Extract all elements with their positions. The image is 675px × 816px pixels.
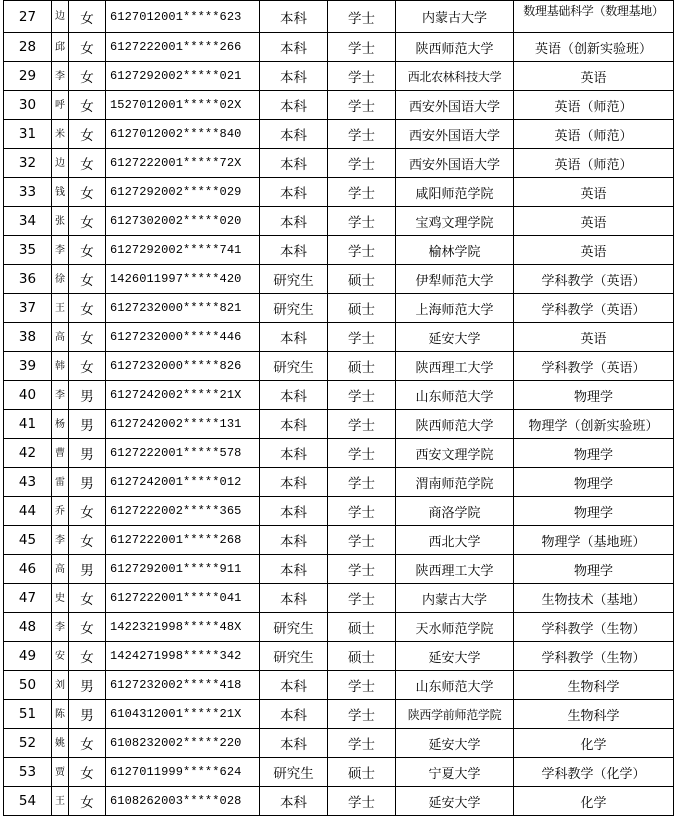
row-number-cell: 37 — [4, 294, 52, 323]
education-cell: 本科 — [260, 410, 328, 439]
school-cell: 天水师范学院 — [396, 613, 514, 642]
gender-cell: 女 — [69, 236, 106, 265]
degree-cell: 学士 — [328, 62, 396, 91]
gender-cell: 女 — [69, 91, 106, 120]
school-cell: 山东师范大学 — [396, 381, 514, 410]
education-cell: 研究生 — [260, 642, 328, 671]
name-cell: 李 — [52, 381, 69, 410]
school-cell: 渭南师范学院 — [396, 468, 514, 497]
education-cell: 研究生 — [260, 613, 328, 642]
education-cell: 本科 — [260, 700, 328, 729]
row-number-cell: 48 — [4, 613, 52, 642]
table-row — [4, 120, 674, 149]
gender-cell: 女 — [69, 207, 106, 236]
major-cell: 物理学 — [514, 439, 674, 468]
id-number-cell: 6127222001*****266 — [106, 33, 260, 62]
gender-cell: 女 — [69, 265, 106, 294]
degree-cell: 学士 — [328, 33, 396, 62]
row-number-cell: 41 — [4, 410, 52, 439]
id-number-cell: 6127232000*****446 — [106, 323, 260, 352]
major-cell: 英语 — [514, 323, 674, 352]
major-cell: 学科教学（生物） — [514, 613, 674, 642]
gender-cell: 女 — [69, 120, 106, 149]
name-cell: 高 — [52, 323, 69, 352]
table-row — [4, 758, 674, 787]
degree-cell: 硕士 — [328, 352, 396, 381]
school-cell: 西北大学 — [396, 526, 514, 555]
name-cell: 姚 — [52, 729, 69, 758]
major-cell: 物理学（创新实验班） — [514, 410, 674, 439]
education-cell: 研究生 — [260, 265, 328, 294]
row-number-cell: 44 — [4, 497, 52, 526]
row-number-cell: 40 — [4, 381, 52, 410]
gender-cell: 男 — [69, 468, 106, 497]
gender-cell: 女 — [69, 758, 106, 787]
table-row — [4, 526, 674, 555]
major-cell: 学科教学（英语） — [514, 265, 674, 294]
education-cell: 本科 — [260, 91, 328, 120]
row-number-cell: 45 — [4, 526, 52, 555]
gender-cell: 女 — [69, 149, 106, 178]
major-cell: 英语（师范） — [514, 149, 674, 178]
gender-cell: 女 — [69, 352, 106, 381]
degree-cell: 学士 — [328, 149, 396, 178]
row-number-cell: 33 — [4, 178, 52, 207]
name-cell: 王 — [52, 294, 69, 323]
name-cell: 贾 — [52, 758, 69, 787]
id-number-cell: 6127222001*****72X — [106, 149, 260, 178]
name-cell: 高 — [52, 555, 69, 584]
name-cell: 乔 — [52, 497, 69, 526]
id-number-cell: 6127222002*****365 — [106, 497, 260, 526]
roster-body — [4, 1, 674, 816]
major-cell: 生物技术（基地） — [514, 584, 674, 613]
roster-table — [3, 0, 674, 816]
table-row — [4, 178, 674, 207]
education-cell: 本科 — [260, 149, 328, 178]
education-cell: 研究生 — [260, 294, 328, 323]
name-cell: 王 — [52, 787, 69, 816]
gender-cell: 女 — [69, 642, 106, 671]
education-cell: 研究生 — [260, 758, 328, 787]
table-row — [4, 265, 674, 294]
id-number-cell: 6127232002*****418 — [106, 671, 260, 700]
id-number-cell: 6127222001*****578 — [106, 439, 260, 468]
degree-cell: 学士 — [328, 584, 396, 613]
major-cell: 英语 — [514, 62, 674, 91]
row-number-cell: 50 — [4, 671, 52, 700]
major-cell: 英语（师范） — [514, 91, 674, 120]
name-cell: 徐 — [52, 265, 69, 294]
gender-cell: 女 — [69, 787, 106, 816]
id-number-cell: 6127222001*****268 — [106, 526, 260, 555]
row-number-cell: 42 — [4, 439, 52, 468]
id-number-cell: 6127302002*****020 — [106, 207, 260, 236]
id-number-cell: 1422321998*****48X — [106, 613, 260, 642]
gender-cell: 男 — [69, 381, 106, 410]
major-cell: 物理学 — [514, 468, 674, 497]
row-number-cell: 39 — [4, 352, 52, 381]
degree-cell: 学士 — [328, 555, 396, 584]
table-row — [4, 410, 674, 439]
table-row — [4, 468, 674, 497]
id-number-cell: 6127242002*****21X — [106, 381, 260, 410]
degree-cell: 硕士 — [328, 642, 396, 671]
row-number-cell: 32 — [4, 149, 52, 178]
table-row — [4, 787, 674, 816]
major-cell: 英语 — [514, 178, 674, 207]
row-number-cell: 29 — [4, 62, 52, 91]
degree-cell: 硕士 — [328, 265, 396, 294]
education-cell: 本科 — [260, 62, 328, 91]
major-cell: 数理基础科学（数理基地） — [514, 1, 674, 33]
major-cell: 学科教学（英语） — [514, 352, 674, 381]
name-cell: 边 — [52, 149, 69, 178]
id-number-cell: 6104312001*****21X — [106, 700, 260, 729]
major-cell: 学科教学（英语） — [514, 294, 674, 323]
school-cell: 宝鸡文理学院 — [396, 207, 514, 236]
row-number-cell: 36 — [4, 265, 52, 294]
degree-cell: 学士 — [328, 381, 396, 410]
education-cell: 本科 — [260, 584, 328, 613]
name-cell: 陈 — [52, 700, 69, 729]
name-cell: 史 — [52, 584, 69, 613]
major-cell: 英语（师范） — [514, 120, 674, 149]
education-cell: 本科 — [260, 1, 328, 33]
name-cell: 雷 — [52, 468, 69, 497]
degree-cell: 硕士 — [328, 294, 396, 323]
school-cell: 西安外国语大学 — [396, 149, 514, 178]
major-cell: 物理学 — [514, 497, 674, 526]
row-number-cell: 43 — [4, 468, 52, 497]
gender-cell: 女 — [69, 178, 106, 207]
school-cell: 陕西学前师范学院 — [396, 700, 514, 729]
education-cell: 本科 — [260, 787, 328, 816]
row-number-cell: 34 — [4, 207, 52, 236]
gender-cell: 女 — [69, 1, 106, 33]
education-cell: 本科 — [260, 497, 328, 526]
table-row — [4, 352, 674, 381]
gender-cell: 男 — [69, 671, 106, 700]
row-number-cell: 46 — [4, 555, 52, 584]
degree-cell: 学士 — [328, 787, 396, 816]
education-cell: 本科 — [260, 526, 328, 555]
id-number-cell: 6127232000*****821 — [106, 294, 260, 323]
table-row — [4, 642, 674, 671]
row-number-cell: 28 — [4, 33, 52, 62]
degree-cell: 学士 — [328, 468, 396, 497]
school-cell: 榆林学院 — [396, 236, 514, 265]
id-number-cell: 6108232002*****220 — [106, 729, 260, 758]
major-cell: 物理学 — [514, 555, 674, 584]
gender-cell: 女 — [69, 613, 106, 642]
id-number-cell: 6127242001*****012 — [106, 468, 260, 497]
row-number-cell: 49 — [4, 642, 52, 671]
degree-cell: 学士 — [328, 439, 396, 468]
school-cell: 西安文理学院 — [396, 439, 514, 468]
table-row — [4, 729, 674, 758]
school-cell: 陕西理工大学 — [396, 352, 514, 381]
gender-cell: 女 — [69, 33, 106, 62]
table-row — [4, 91, 674, 120]
gender-cell: 男 — [69, 410, 106, 439]
education-cell: 本科 — [260, 33, 328, 62]
gender-cell: 女 — [69, 584, 106, 613]
name-cell: 钱 — [52, 178, 69, 207]
gender-cell: 女 — [69, 526, 106, 555]
id-number-cell: 6127242002*****131 — [106, 410, 260, 439]
name-cell: 刘 — [52, 671, 69, 700]
gender-cell: 男 — [69, 700, 106, 729]
degree-cell: 学士 — [328, 323, 396, 352]
education-cell: 本科 — [260, 120, 328, 149]
id-number-cell: 6127222001*****041 — [106, 584, 260, 613]
name-cell: 米 — [52, 120, 69, 149]
name-cell: 边 — [52, 1, 69, 33]
table-row — [4, 207, 674, 236]
table-row — [4, 323, 674, 352]
education-cell: 本科 — [260, 671, 328, 700]
education-cell: 本科 — [260, 178, 328, 207]
row-number-cell: 35 — [4, 236, 52, 265]
degree-cell: 学士 — [328, 700, 396, 729]
name-cell: 李 — [52, 62, 69, 91]
degree-cell: 学士 — [328, 236, 396, 265]
name-cell: 邱 — [52, 33, 69, 62]
school-cell: 咸阳师范学院 — [396, 178, 514, 207]
school-cell: 商洛学院 — [396, 497, 514, 526]
major-cell: 生物科学 — [514, 700, 674, 729]
major-cell: 生物科学 — [514, 671, 674, 700]
school-cell: 上海师范大学 — [396, 294, 514, 323]
table-row — [4, 1, 674, 33]
gender-cell: 女 — [69, 294, 106, 323]
degree-cell: 学士 — [328, 410, 396, 439]
school-cell: 陕西师范大学 — [396, 33, 514, 62]
row-number-cell: 38 — [4, 323, 52, 352]
degree-cell: 学士 — [328, 207, 396, 236]
id-number-cell: 1424271998*****342 — [106, 642, 260, 671]
degree-cell: 硕士 — [328, 613, 396, 642]
school-cell: 内蒙古大学 — [396, 584, 514, 613]
name-cell: 李 — [52, 613, 69, 642]
degree-cell: 学士 — [328, 178, 396, 207]
school-cell: 西北农林科技大学 — [396, 62, 514, 91]
table-row — [4, 33, 674, 62]
major-cell: 物理学 — [514, 381, 674, 410]
row-number-cell: 30 — [4, 91, 52, 120]
name-cell: 张 — [52, 207, 69, 236]
school-cell: 延安大学 — [396, 787, 514, 816]
major-cell: 英语 — [514, 236, 674, 265]
major-cell: 英语 — [514, 207, 674, 236]
id-number-cell: 6127012001*****623 — [106, 1, 260, 33]
gender-cell: 女 — [69, 729, 106, 758]
id-number-cell: 1426011997*****420 — [106, 265, 260, 294]
school-cell: 内蒙古大学 — [396, 1, 514, 33]
education-cell: 本科 — [260, 729, 328, 758]
id-number-cell: 6127292001*****911 — [106, 555, 260, 584]
name-cell: 曹 — [52, 439, 69, 468]
id-number-cell: 6127292002*****741 — [106, 236, 260, 265]
school-cell: 延安大学 — [396, 323, 514, 352]
id-number-cell: 6127292002*****021 — [106, 62, 260, 91]
name-cell: 李 — [52, 526, 69, 555]
gender-cell: 女 — [69, 62, 106, 91]
gender-cell: 男 — [69, 439, 106, 468]
degree-cell: 学士 — [328, 729, 396, 758]
degree-cell: 硕士 — [328, 758, 396, 787]
education-cell: 本科 — [260, 236, 328, 265]
table-row — [4, 439, 674, 468]
degree-cell: 学士 — [328, 671, 396, 700]
table-row — [4, 381, 674, 410]
table-row — [4, 62, 674, 91]
school-cell: 西安外国语大学 — [396, 120, 514, 149]
education-cell: 本科 — [260, 555, 328, 584]
school-cell: 陕西师范大学 — [396, 410, 514, 439]
table-row — [4, 613, 674, 642]
row-number-cell: 27 — [4, 1, 52, 33]
id-number-cell: 6127232000*****826 — [106, 352, 260, 381]
id-number-cell: 6127012002*****840 — [106, 120, 260, 149]
school-cell: 宁夏大学 — [396, 758, 514, 787]
name-cell: 杨 — [52, 410, 69, 439]
school-cell: 延安大学 — [396, 642, 514, 671]
education-cell: 本科 — [260, 439, 328, 468]
row-number-cell: 31 — [4, 120, 52, 149]
id-number-cell: 6127292002*****029 — [106, 178, 260, 207]
gender-cell: 女 — [69, 497, 106, 526]
school-cell: 伊犁师范大学 — [396, 265, 514, 294]
major-cell: 英语（创新实验班） — [514, 33, 674, 62]
major-cell: 化学 — [514, 729, 674, 758]
education-cell: 本科 — [260, 207, 328, 236]
degree-cell: 学士 — [328, 120, 396, 149]
row-number-cell: 51 — [4, 700, 52, 729]
major-cell: 物理学（基地班） — [514, 526, 674, 555]
table-row — [4, 236, 674, 265]
row-number-cell: 53 — [4, 758, 52, 787]
education-cell: 本科 — [260, 323, 328, 352]
education-cell: 本科 — [260, 468, 328, 497]
gender-cell: 男 — [69, 555, 106, 584]
major-cell: 化学 — [514, 787, 674, 816]
degree-cell: 学士 — [328, 526, 396, 555]
table-row — [4, 497, 674, 526]
school-cell: 西安外国语大学 — [396, 91, 514, 120]
education-cell: 研究生 — [260, 352, 328, 381]
row-number-cell: 54 — [4, 787, 52, 816]
degree-cell: 学士 — [328, 497, 396, 526]
degree-cell: 学士 — [328, 1, 396, 33]
school-cell: 山东师范大学 — [396, 671, 514, 700]
gender-cell: 女 — [69, 323, 106, 352]
row-number-cell: 52 — [4, 729, 52, 758]
name-cell: 安 — [52, 642, 69, 671]
table-row — [4, 671, 674, 700]
degree-cell: 学士 — [328, 91, 396, 120]
major-cell: 学科教学（化学） — [514, 758, 674, 787]
major-cell: 学科教学（生物） — [514, 642, 674, 671]
table-row — [4, 555, 674, 584]
school-cell: 陕西理工大学 — [396, 555, 514, 584]
table-row — [4, 584, 674, 613]
row-number-cell: 47 — [4, 584, 52, 613]
name-cell: 韩 — [52, 352, 69, 381]
id-number-cell: 1527012001*****02X — [106, 91, 260, 120]
table-row — [4, 149, 674, 178]
id-number-cell: 6108262003*****028 — [106, 787, 260, 816]
name-cell: 李 — [52, 236, 69, 265]
education-cell: 本科 — [260, 381, 328, 410]
table-row — [4, 294, 674, 323]
school-cell: 延安大学 — [396, 729, 514, 758]
id-number-cell: 6127011999*****624 — [106, 758, 260, 787]
name-cell: 呼 — [52, 91, 69, 120]
table-row — [4, 700, 674, 729]
